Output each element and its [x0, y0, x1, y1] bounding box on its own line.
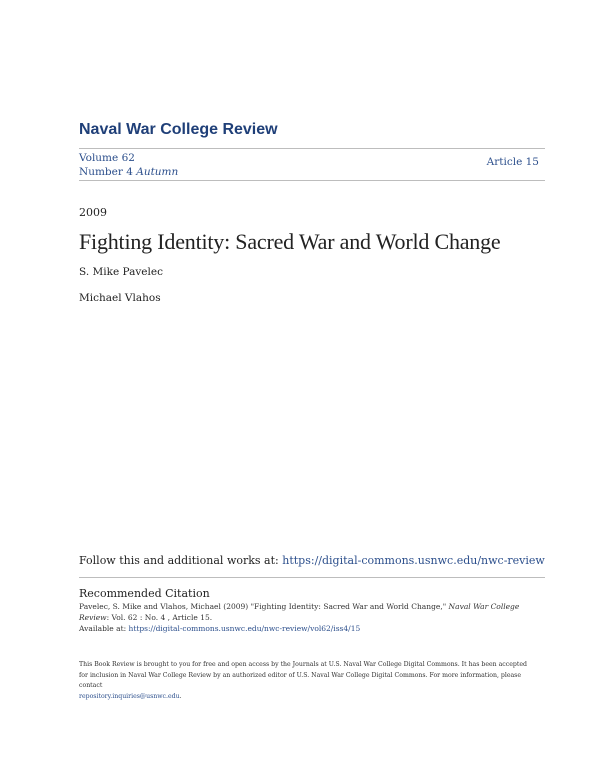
journal-title-link[interactable]: Naval War College Review [79, 121, 278, 138]
header-top-rule [79, 148, 545, 149]
issue-link[interactable] [79, 165, 178, 179]
follow-prefix: Follow this and additional works at: [79, 554, 279, 567]
citation-post: : Vol. 62 : No. 4 , Article 15. [106, 613, 213, 622]
footer-end: . [179, 692, 182, 700]
footer-note [79, 660, 529, 702]
citation-rule [79, 577, 545, 578]
author-2: Michael Vlahos [79, 292, 161, 304]
citation-journal: Naval War College Review [79, 602, 520, 622]
follow-link[interactable]: https://digital-commons.usnwc.edu/nwc-review [282, 554, 545, 567]
header-bottom-rule [79, 180, 545, 181]
follow-line [79, 554, 545, 567]
footer-text: This Book Review is brought to you for free and open access by the Journals at U.S. Naval War College Digital Commons. It has been accepted for inclusion in Naval War College Review by an authorized editor of U.S. Naval War College Digital Commons. For more information, please contact [79, 661, 527, 689]
citation-text [79, 601, 529, 634]
publication-year: 2009 [79, 206, 107, 219]
author-1: S. Mike Pavelec [79, 266, 163, 278]
volume-link[interactable]: Volume 62 [79, 152, 135, 164]
volume-block [79, 151, 178, 179]
availability-line [79, 624, 360, 633]
contact-email-link[interactable]: repository.inquiries@usnwc.edu [79, 692, 180, 700]
article-title[interactable]: Fighting Identity: Sacred War and World Change [79, 229, 501, 254]
issue-season: Autumn [136, 166, 179, 178]
recommended-citation-heading: Recommended Citation [79, 587, 210, 600]
issue-number: Number 4 [79, 166, 133, 178]
article-number-link[interactable]: Article 15 [486, 156, 539, 168]
available-link[interactable]: https://digital-commons.usnwc.edu/nwc-review/vol62/iss4/15 [128, 624, 361, 633]
available-label: Available at: [79, 624, 127, 633]
citation-pre: Pavelec, S. Mike and Vlahos, Michael (2009) "Fighting Identity: Sacred War and World Change," [79, 602, 447, 611]
